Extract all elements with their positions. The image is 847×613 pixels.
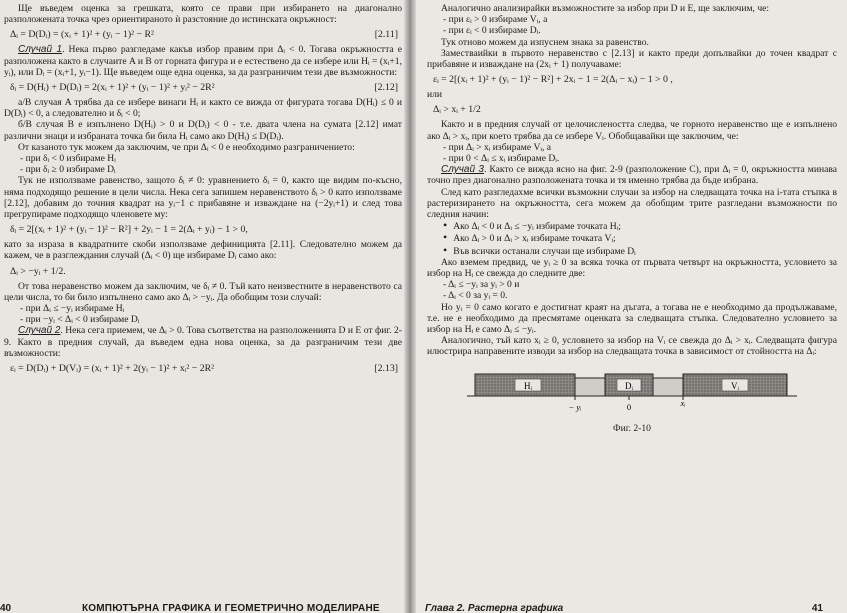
figure-caption: Фиг. 2-10 xyxy=(613,422,651,434)
running-head: КОМПЮТЪРНА ГРАФИКА И ГЕОМЕТРИЧНО МОДЕЛИРАНЕ xyxy=(82,603,380,613)
v-label: Vᵢ xyxy=(731,380,739,391)
paragraph: а/В случая A трябва да се избере винаги Hᵢ и както се вижда от фигурата тогава D(Hᵢ) ≤ 0 и D(Dᵢ) < 0, а следователно и δᵢ < 0; xyxy=(4,97,402,120)
page-number: 41 xyxy=(811,603,823,613)
paragraph: Случай 2. Нека сега приемем, че Δᵢ > 0. Това съответства на разположенията D и E от фиг. 2-9. Както в предния случай, да въведем една нова оценка, за да разграничим тези две възможности: xyxy=(4,325,402,359)
list-item: - при 0 < Δᵢ ≤ xᵢ избираме Dᵢ. xyxy=(443,153,560,165)
h-region-step xyxy=(575,378,605,396)
paragraph: Случай 3. Както се вижда ясно на фиг. 2-9 (разположение C), при Δᵢ = 0, окръжността минава точно през диагонално разположената точка и тя именно трябва да бъде избрана. xyxy=(427,164,838,187)
right-page xyxy=(411,0,847,613)
case-heading: Случай 3 xyxy=(441,164,484,176)
page-number: 40 xyxy=(0,603,12,613)
equation: Δᵢ > xᵢ + 1/2 xyxy=(433,104,481,116)
list-item: - при Δᵢ > xᵢ избираме Vᵢ, а xyxy=(443,141,552,153)
x-label: xᵢ xyxy=(680,397,686,408)
neg-y-label: − yᵢ xyxy=(568,401,582,412)
paragraph: като за израза в квадратните скоби използваме дефиницията [2.11]. Следователно можем да кажем, че в разглеждания случай (Δᵢ < 0) ще избираме Dᵢ само ако: xyxy=(4,239,402,262)
d-label: Dᵢ xyxy=(625,380,633,391)
equation: δᵢ = D(Hᵢ) + D(Dᵢ) = 2(xᵢ + 1)² + (yᵢ − 1)² + yᵢ² − 2R² [2.12] xyxy=(10,82,398,94)
paragraph: Аналогично, тъй като xᵢ ≥ 0, условието за избор на Vᵢ се свежда до Δᵢ > xᵢ. Следващата фигура илюстрира направените изводи за избор на следващата точка в зависимост от стойността на Δᵢ: xyxy=(427,335,837,358)
list-item: - при Δᵢ ≤ −yᵢ избираме Hᵢ xyxy=(20,303,125,315)
list-item: - при −yᵢ < Δᵢ < 0 избираме Dᵢ xyxy=(20,314,140,326)
list-item: • Във всички останали случаи ще избираме Dᵢ xyxy=(443,245,837,257)
zero-label: 0 xyxy=(626,401,632,412)
paragraph: б/В случая B е изпълнено D(Hᵢ) > 0 и D(Dᵢ) < 0 - т.е. двата члена на сумата [2.12] имат различни знаци и избраната точка би била Hᵢ само ако D(Hᵢ) ≤ D(Dᵢ). xyxy=(4,119,402,142)
paragraph: След като разгледахме всички възможни случаи за избор на следващата точка на i-тата стъпка в растеризирането на окръжността, сега можем да обобщим трите разгледани възможности по следния начин: xyxy=(427,186,837,221)
paragraph: Ще въведем оценка за грешката, която се прави при избирането на диагонално разположената точка чрез ориентираното ѝ разстояние до истинската окръжност: xyxy=(4,3,402,26)
v-region-step xyxy=(653,378,683,396)
list-item: - Δᵢ < 0 за yᵢ = 0. xyxy=(443,290,508,302)
paragraph: Но yᵢ = 0 само когато е достигнат краят на дъгата, а тогава не е необходимо да продължаваме, т.е. не е необходимо да пресмятаме оценката за следващата стъпка. Следователно условието за избор на Hᵢ е само Δᵢ ≤ −yᵢ. xyxy=(427,301,837,336)
paragraph: или xyxy=(427,89,443,101)
left-page xyxy=(0,0,411,613)
paragraph: Случай 1. Нека първо разгледаме какъв избор правим при Δᵢ < 0. Тогава окръжността е разположена както в случаите A и B от горната фигура и е естествено да се избере или Hᵢ = (xᵢ+1, yᵢ), или Dᵢ = (xᵢ+1, yᵢ−1). Ще въведем още една оценка, за да разграничим тези две възможности: xyxy=(4,44,402,78)
equation: εᵢ = 2[(xᵢ + 1)² + (yᵢ − 1)² − R²] + 2xᵢ − 1 = 2(Δᵢ − xᵢ) − 1 > 0 , xyxy=(433,74,673,86)
list-item: - при δᵢ < 0 избираме Hᵢ xyxy=(20,153,116,165)
running-head: Глава 2. Растерна графика xyxy=(425,603,564,613)
paragraph: Аналогично анализирайки възможностите за избор при D и E, ще заключим, че: xyxy=(441,3,770,14)
paragraph: Тук отново можем да изпуснем знака за равенство. xyxy=(441,36,649,48)
equation: δᵢ = 2[(xᵢ + 1)² + (yᵢ − 1)² − R²] + 2yᵢ − 1 = 2(Δᵢ + yᵢ) − 1 > 0, xyxy=(10,224,248,236)
list-item: - при εᵢ < 0 избираме Dᵢ. xyxy=(443,25,541,37)
bullet-list xyxy=(427,220,837,257)
book-gutter xyxy=(404,0,416,613)
paragraph: От това неравенство можем да заключим, че δᵢ ≠ 0. Тъй като неизвестните в неравенството са цели числа, то би било изпълнено само ако Δᵢ > −yᵢ. Да обобщим този случай: xyxy=(4,280,402,303)
equation: εᵢ = D(Dᵢ) + D(Vᵢ) = (xᵢ + 1)² + 2(yᵢ − 1)² + xᵢ² − 2R² [2.13] xyxy=(10,363,398,375)
list-item: - Δᵢ ≤ −yᵢ за yᵢ > 0 и xyxy=(443,279,520,291)
number-line-diagram xyxy=(467,366,797,416)
equation: Δᵢ = D(Dᵢ) = (xᵢ + 1)² + (yᵢ − 1)² − R² [2.11] xyxy=(10,29,398,41)
list-item: • Ако Δᵢ < 0 и Δᵢ ≤ −yᵢ избираме точката Hᵢ; xyxy=(443,220,837,232)
h-label: Hᵢ xyxy=(524,380,532,391)
list-item: • Ако Δᵢ > 0 и Δᵢ > xᵢ избираме точката Vᵢ; xyxy=(443,232,837,244)
paragraph: Ако вземем предвид, че yᵢ ≥ 0 за всяка точка от първата четвърт на окръжността, условието за избор на Hᵢ се свежда до следните две: xyxy=(427,256,837,280)
paragraph: От казаното тук можем да заключим, че при Δᵢ < 0 е необходимо разграничението: xyxy=(18,141,355,153)
list-item: - при εᵢ > 0 избираме Vᵢ, а xyxy=(443,14,548,26)
equation: Δᵢ > −yᵢ + 1/2. xyxy=(10,265,66,277)
figure-2-10 xyxy=(467,366,797,434)
paragraph: Както и в предния случай от целочислеността следва, че горното неравенство ще е изпълнено ако Δᵢ > xᵢ, при което трябва да се избере Vᵢ. Обобщавайки ще заключим, че: xyxy=(427,119,837,142)
paragraph: Заместваийки в първото неравенство с [2.13] и както преди допълвайки до точен квадрат с прибавяне и изваждане на (2xᵢ + 1) получаваме: xyxy=(427,47,837,71)
case-heading: Случай 2 xyxy=(18,325,61,337)
case-heading: Случай 1 xyxy=(18,44,63,56)
list-item: - при δᵢ ≥ 0 избираме Dᵢ xyxy=(20,164,116,176)
paragraph: Тук не използваме равенство, защото δᵢ ≠ 0: уравнението δᵢ = 0, както ще видим по-късно, няма подходящо решение в цели числа. Нека сега запишем неравенството δᵢ > 0 като използваме [2.12], добавим до точния квадрат на yᵢ−1 с прибавяне и изваждане на (−2yᵢ+1) и след това прегрупираме подходящо членовете му: xyxy=(4,175,402,221)
